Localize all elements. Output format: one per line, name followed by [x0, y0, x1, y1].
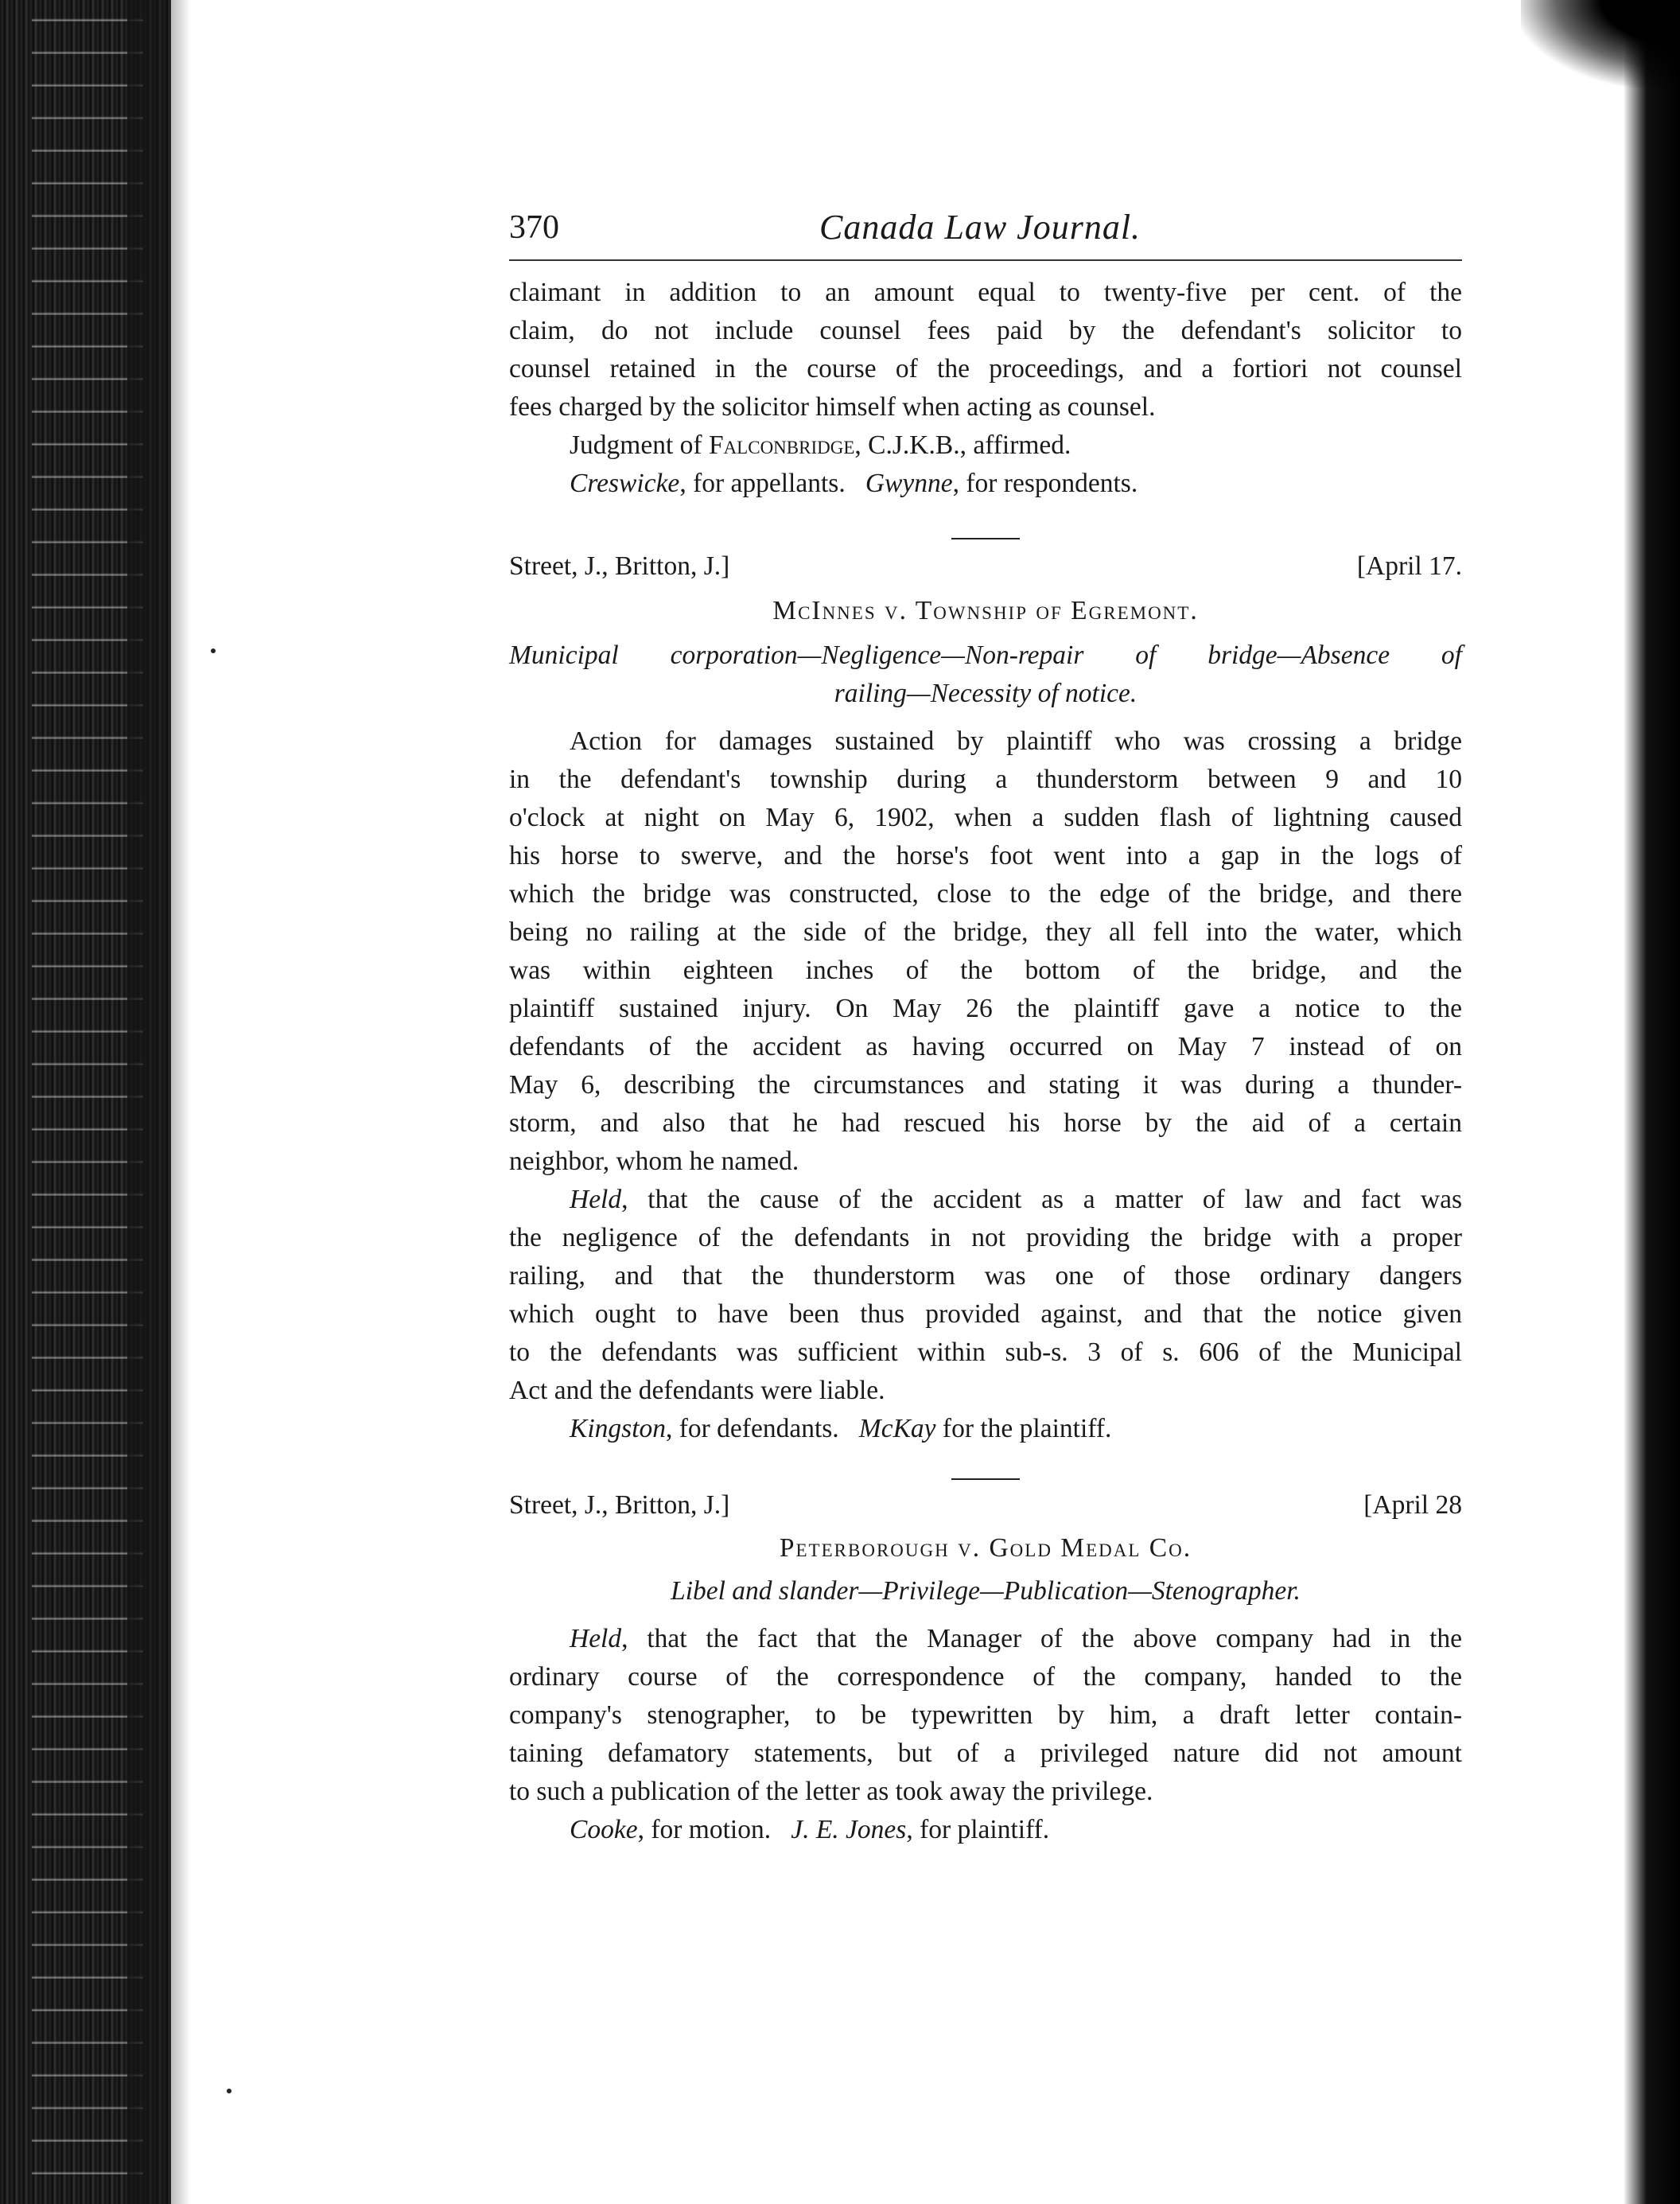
counsel-line	[509, 1811, 1462, 1849]
counsel-name: J. E. Jones	[791, 1815, 907, 1844]
syllabus-line: railing—Necessity of notice.	[834, 679, 1138, 708]
counsel-name: Creswicke	[570, 469, 680, 498]
text-line: to such a publication of the letter as took away the privilege.	[509, 1777, 1153, 1806]
case-judges: Street, J., Britton, J.]	[509, 1490, 730, 1520]
syllabus-line: Libel and slander—Privilege—Publication—Stenographer.	[671, 1576, 1301, 1606]
judgment-suffix: , C.J.K.B., affirmed.	[854, 430, 1071, 460]
counsel-role: , for motion.	[637, 1815, 772, 1844]
page-number: 370	[509, 209, 559, 246]
text-line: claim, do not include counsel fees paid by the defendant's solicitor to	[509, 316, 1462, 345]
text-line: which ought to have been thus provided against, and that the notice given	[509, 1299, 1462, 1329]
text-line: claimant in addition to an amount equal to twenty-five per cent. of the	[509, 278, 1462, 307]
corner-shadow	[1521, 0, 1680, 88]
held-line	[509, 1620, 1462, 1658]
judgment-line	[509, 426, 1462, 465]
judge-name: Falconbridge	[708, 430, 855, 460]
page-content	[509, 208, 1462, 1849]
syllabus-line: Municipal corporation—Negligence—Non-repair of bridge—Absence of	[509, 641, 1462, 670]
scan-speck	[227, 2089, 231, 2093]
text-line: in the defendant's township during a thunderstorm between 9 and 10	[509, 765, 1462, 794]
counsel-name: Cooke	[570, 1815, 638, 1844]
text-line: to the defendants was sufficient within sub-s. 3 of s. 606 of the Municipal	[509, 1338, 1462, 1367]
counsel-role: , for respondents.	[952, 469, 1138, 498]
text-line: taining defamatory statements, but of a privileged nature did not amount	[509, 1739, 1462, 1768]
text-line: storm, and also that he had rescued his horse by the aid of a certain	[509, 1108, 1462, 1138]
case-judges-row	[509, 547, 1462, 586]
text-line: defendants of the accident as having occurred on May 7 instead of on	[509, 1032, 1462, 1061]
held-text: , that the fact that the Manager of the above company had in the	[621, 1624, 1462, 1653]
right-page-edge	[1624, 0, 1680, 2204]
counsel-name: Kingston	[570, 1414, 666, 1443]
counsel-role: , for plaintiff.	[906, 1815, 1050, 1844]
counsel-role: , for appellants.	[679, 469, 846, 498]
case-mcinnes	[509, 547, 1462, 1448]
text-line: company's stenographer, to be typewritten by him, a draft letter contain-	[509, 1700, 1462, 1730]
case-judges-row	[509, 1486, 1462, 1524]
case-date: [April 17.	[1356, 551, 1462, 581]
text-line: May 6, describing the circumstances and stating it was during a thunder-	[509, 1070, 1462, 1100]
counsel-name: McKay	[858, 1414, 936, 1443]
previous-case-continuation	[509, 274, 1462, 503]
counsel-line	[509, 465, 1462, 503]
text-line: Act and the defendants were liable.	[509, 1376, 885, 1405]
page-header	[509, 208, 1462, 261]
case-peterborough	[509, 1486, 1462, 1849]
held-text: , that the cause of the accident as a matter of law and fact was	[621, 1185, 1462, 1214]
running-title: Canada Law Journal.	[819, 208, 1141, 247]
text-line: neighbor, whom he named.	[509, 1147, 799, 1176]
held-word: Held	[570, 1624, 622, 1653]
judgment-prefix: Judgment of	[570, 430, 709, 460]
held-word: Held	[570, 1185, 622, 1214]
counsel-role: for the plaintiff.	[935, 1414, 1112, 1443]
text-line: his horse to swerve, and the horse's foot went into a gap in the logs of	[509, 841, 1462, 870]
text-line: o'clock at night on May 6, 1902, when a sudden flash of lightning caused	[509, 803, 1462, 832]
case-title: Peterborough v. Gold Medal Co.	[779, 1533, 1192, 1563]
text-line: railing, and that the thunderstorm was one of those ordinary dangers	[509, 1261, 1462, 1291]
text-line: counsel retained in the course of the proceedings, and a fortiori not counsel	[509, 354, 1462, 384]
case-title: McInnes v. Township of Egremont.	[772, 596, 1199, 625]
text-line: which the bridge was constructed, close to the edge of the bridge, and there	[509, 879, 1462, 909]
text-line: ordinary course of the correspondence of the company, handed to the	[509, 1662, 1462, 1692]
case-date: [April 28	[1363, 1490, 1462, 1520]
text-line: fees charged by the solicitor himself when acting as counsel.	[509, 392, 1156, 422]
text-line: Action for damages sustained by plaintiff who was crossing a bridge	[570, 726, 1462, 756]
text-line: was within eighteen inches of the bottom of the bridge, and the	[509, 956, 1462, 985]
held-line	[509, 1181, 1462, 1219]
counsel-line	[509, 1410, 1462, 1448]
text-line: being no railing at the side of the bridge, they all fell into the water, which	[509, 917, 1462, 947]
counsel-name: Gwynne	[865, 469, 953, 498]
case-judges: Street, J., Britton, J.]	[509, 551, 730, 581]
scan-noise	[32, 0, 143, 2204]
spine-shadow	[127, 0, 191, 2204]
scan-speck	[211, 648, 216, 653]
text-line: plaintiff sustained injury. On May 26 the plaintiff gave a notice to the	[509, 994, 1462, 1023]
counsel-role: , for defendants.	[666, 1414, 839, 1443]
text-line: the negligence of the defendants in not providing the bridge with a proper	[509, 1223, 1462, 1252]
